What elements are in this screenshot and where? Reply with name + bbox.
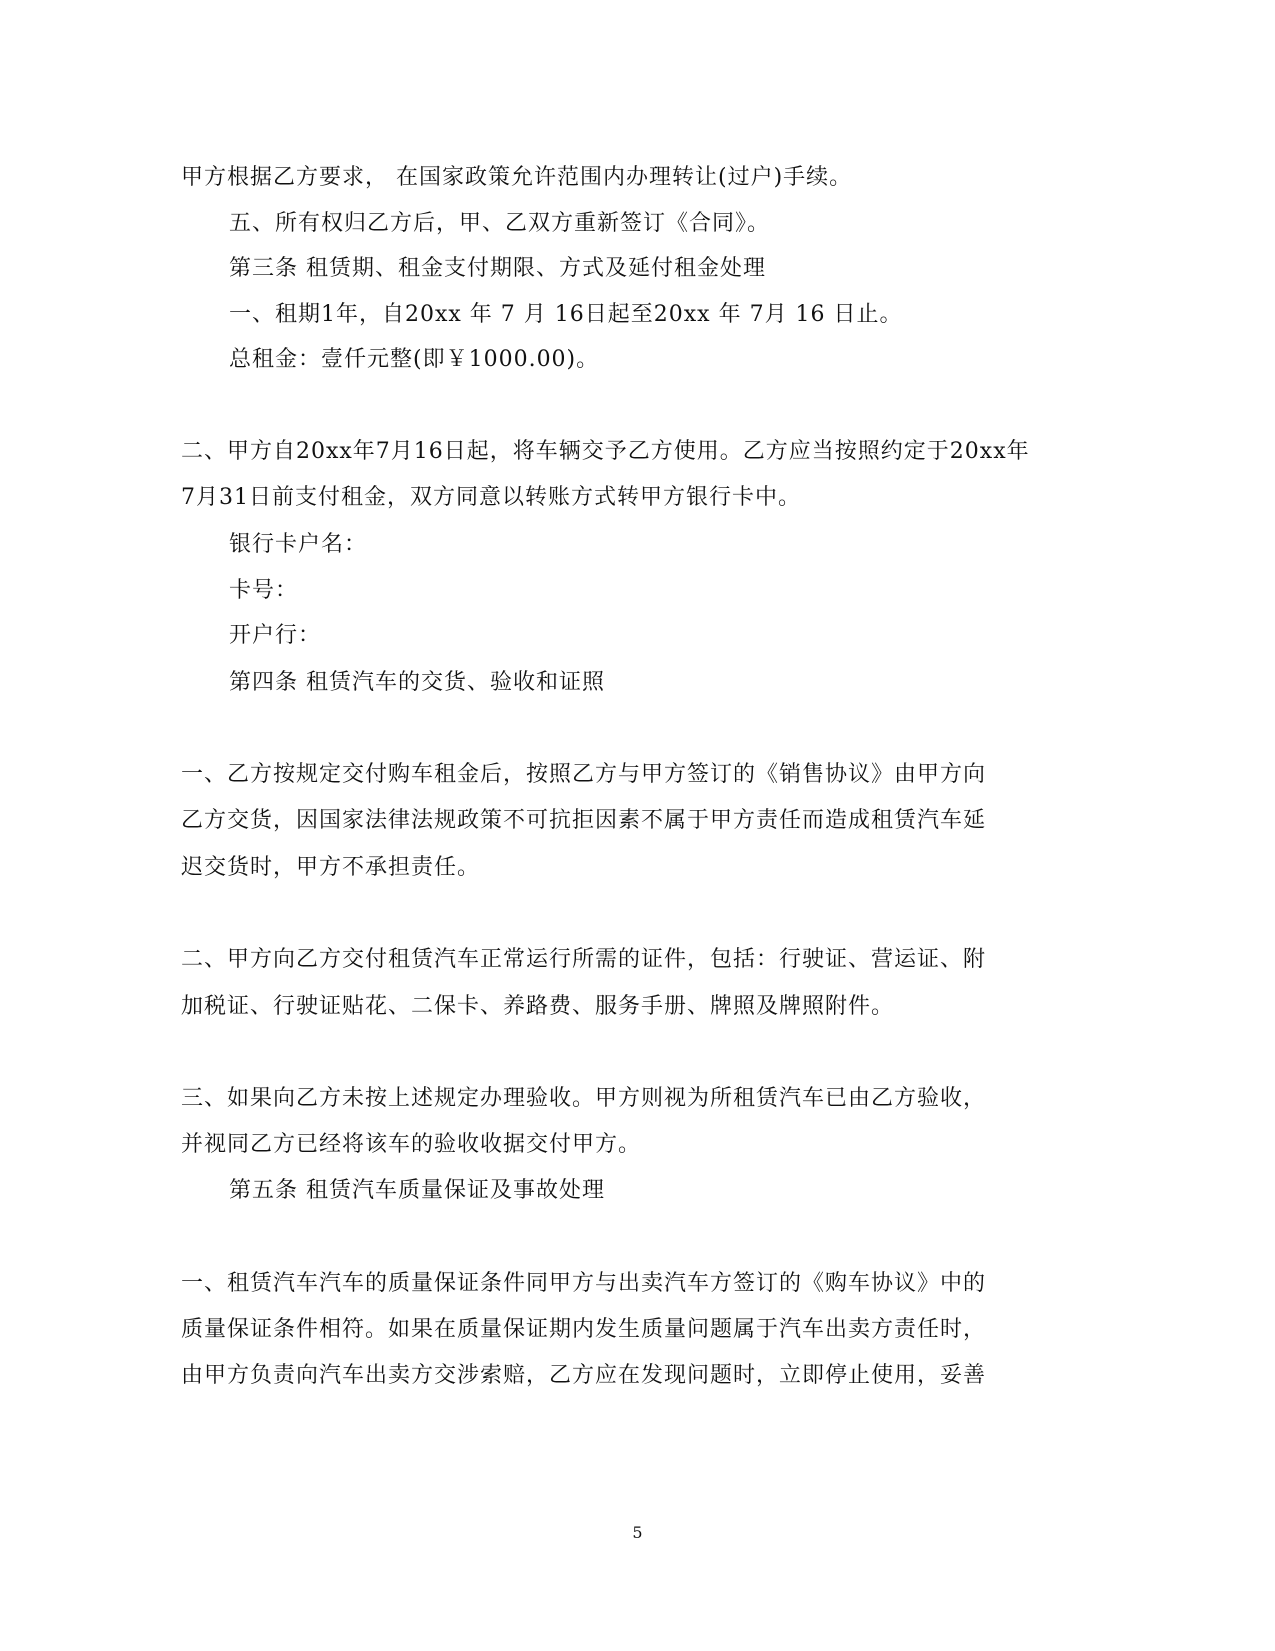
text-line: 总租金：壹仟元整(即￥1000.00)。 bbox=[229, 347, 600, 372]
text-line: 二、甲方自20xx年7月16日起，将车辆交予乙方使用。乙方应当按照约定于20xx年 bbox=[181, 439, 1030, 464]
text-line: 一、租赁汽车汽车的质量保证条件同甲方与出卖汽车方签订的《购车协议》中的 bbox=[181, 1271, 987, 1296]
text-line: 乙方交货，因国家法律法规政策不可抗拒因素不属于甲方责任而造成租赁汽车延 bbox=[181, 808, 987, 833]
text-line: 五、所有权归乙方后，甲、乙双方重新签订《合同》。 bbox=[229, 211, 771, 236]
text-line: 甲方根据乙方要求， 在国家政策允许范围内办理转让(过户)手续。 bbox=[181, 165, 853, 190]
bank-account-name-label: 银行卡户名： bbox=[229, 532, 368, 557]
text-line: 由甲方负责向汽车出卖方交涉索赔，乙方应在发现问题时，立即停止使用，妥善 bbox=[181, 1363, 987, 1388]
text-line: 一、租期1年，自20xx 年 7 月 16日起至20xx 年 7月 16 日止。 bbox=[229, 302, 903, 327]
text-line: 一、乙方按规定交付购车租金后，按照乙方与甲方签订的《销售协议》由甲方向 bbox=[181, 762, 987, 787]
section-heading: 第四条 租赁汽车的交货、验收和证照 bbox=[229, 670, 605, 695]
card-number-label: 卡号： bbox=[229, 578, 299, 603]
text-line: 质量保证条件相符。如果在质量保证期内发生质量问题属于汽车出卖方责任时， bbox=[181, 1317, 987, 1342]
text-line: 并视同乙方已经将该车的验收收据交付甲方。 bbox=[181, 1132, 642, 1157]
text-line: 二、甲方向乙方交付租赁汽车正常运行所需的证件，包括：行驶证、营运证、附 bbox=[181, 947, 987, 972]
page-number: 5 bbox=[632, 1523, 643, 1542]
bank-branch-label: 开户行： bbox=[229, 623, 322, 648]
text-line: 加税证、行驶证贴花、二保卡、养路费、服务手册、牌照及牌照附件。 bbox=[181, 994, 895, 1019]
text-line: 7月31日前支付租金，双方同意以转账方式转甲方银行卡中。 bbox=[181, 485, 801, 510]
section-heading: 第五条 租赁汽车质量保证及事故处理 bbox=[229, 1178, 605, 1203]
text-line: 迟交货时，甲方不承担责任。 bbox=[181, 855, 481, 880]
text-line: 三、如果向乙方未按上述规定办理验收。甲方则视为所租赁汽车已由乙方验收， bbox=[181, 1086, 987, 1111]
section-heading: 第三条 租赁期、租金支付期限、方式及延付租金处理 bbox=[229, 256, 766, 281]
